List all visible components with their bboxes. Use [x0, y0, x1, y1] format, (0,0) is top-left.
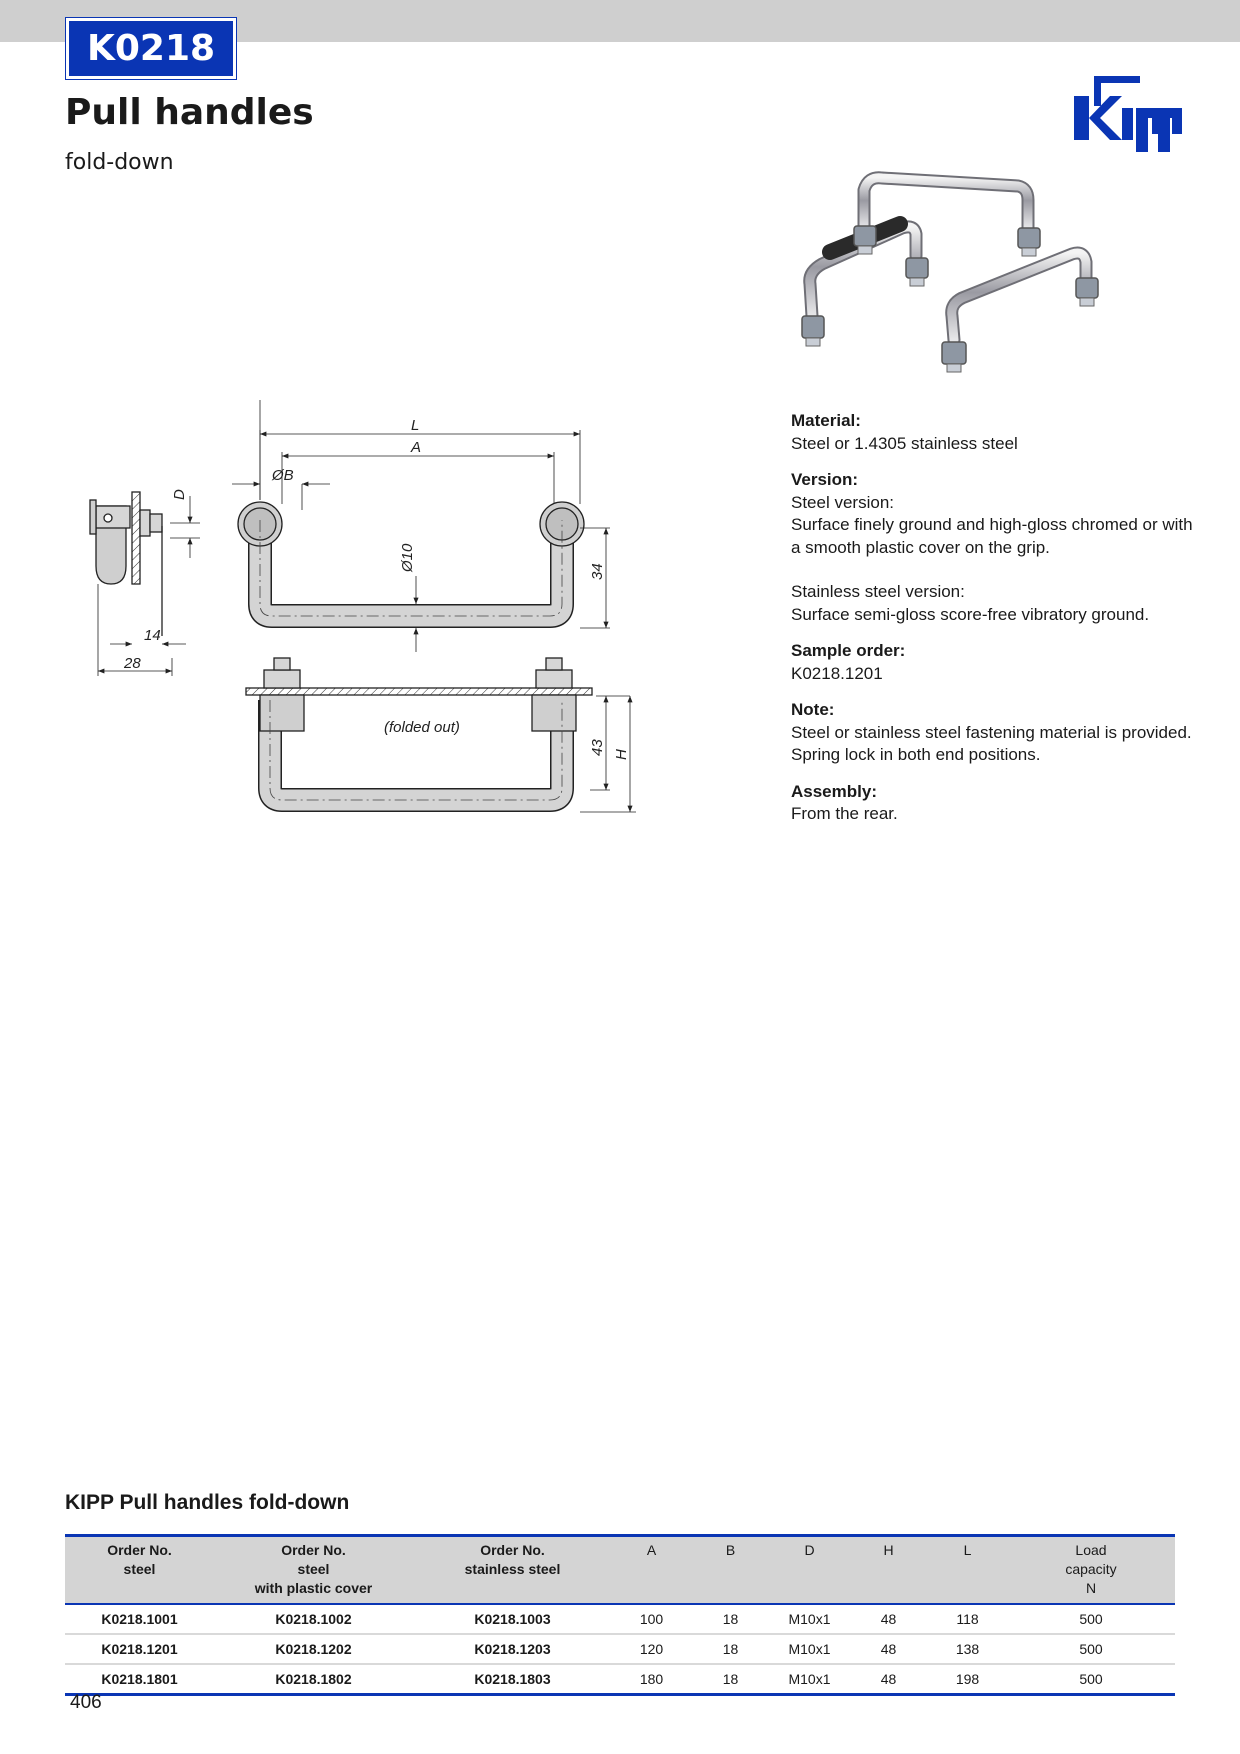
dim-label-l: L [411, 417, 420, 434]
technical-drawing [80, 400, 640, 830]
version-heading: Version: [791, 470, 859, 489]
cell-order-plastic: K0218.1202 [214, 1634, 413, 1664]
material-text: Steel or 1.4305 stainless steel [791, 433, 1018, 453]
specifications [791, 410, 1201, 840]
cell-order-steel: K0218.1201 [65, 1634, 214, 1664]
col-header-b: B [691, 1536, 770, 1605]
cell-h: 48 [849, 1604, 928, 1634]
cell-order-plastic: K0218.1802 [214, 1664, 413, 1695]
col-header-l: L [928, 1536, 1007, 1605]
stainless-version-title: Stainless steel version: [791, 582, 965, 601]
dim-label-d10: Ø10 [399, 543, 416, 572]
note-heading: Note: [791, 700, 835, 719]
dim-label-d: D [171, 489, 188, 500]
cell-order-plastic: K0218.1002 [214, 1604, 413, 1634]
table-row [65, 1664, 1175, 1695]
dim-label-b: ØB [272, 467, 294, 484]
note-text: Steel or stainless steel fastening material is provided. [791, 722, 1192, 742]
cell-l: 138 [928, 1634, 1007, 1664]
cell-b: 18 [691, 1604, 770, 1634]
table-row [65, 1604, 1175, 1634]
assembly-heading: Assembly: [791, 781, 877, 801]
cell-order-steel: K0218.1001 [65, 1604, 214, 1634]
kipp-logo [1072, 74, 1184, 160]
note-text: Spring lock in both end positions. [791, 745, 1041, 764]
dim-label-a: A [411, 439, 422, 456]
page-subtitle: fold-down [65, 150, 174, 175]
cell-load: 500 [1007, 1634, 1175, 1664]
material-heading: Material: [791, 411, 861, 430]
cell-order-stainless: K0218.1003 [413, 1604, 612, 1634]
dim-label-h: H [613, 749, 630, 760]
folded-out-label: (folded out) [384, 719, 460, 736]
col-header-load: Load capacity N [1007, 1536, 1175, 1605]
dim-label-28: 28 [124, 655, 141, 672]
stainless-version-text: Surface semi-gloss score-free vibratory ground. [791, 604, 1150, 624]
dim-label-34: 34 [589, 563, 606, 580]
cell-b: 18 [691, 1634, 770, 1664]
product-code: K0218 [86, 28, 216, 69]
col-header-order-steel: Order No. steel [65, 1536, 214, 1605]
cell-a: 120 [612, 1634, 691, 1664]
cell-load: 500 [1007, 1664, 1175, 1695]
product-code-badge [66, 18, 236, 79]
cell-l: 198 [928, 1664, 1007, 1695]
cell-d: M10x1 [770, 1604, 849, 1634]
cell-order-steel: K0218.1801 [65, 1664, 214, 1695]
col-header-d: D [770, 1536, 849, 1605]
sample-order-text: K0218.1201 [791, 663, 883, 683]
table-title: KIPP Pull handles fold-down [65, 1491, 350, 1514]
cell-order-stainless: K0218.1203 [413, 1634, 612, 1664]
cell-h: 48 [849, 1634, 928, 1664]
col-header-order-stainless: Order No. stainless steel [413, 1536, 612, 1605]
note-section [791, 699, 1201, 767]
table-row [65, 1634, 1175, 1664]
sample-order-section [791, 640, 1201, 685]
col-header-h: H [849, 1536, 928, 1605]
cell-l: 118 [928, 1604, 1007, 1634]
table-header-row [65, 1536, 1175, 1605]
cell-order-stainless: K0218.1803 [413, 1664, 612, 1695]
version-section [791, 469, 1201, 626]
material-section [791, 410, 1201, 455]
cell-d: M10x1 [770, 1634, 849, 1664]
steel-version-text: Surface finely ground and high-gloss chromed or with [791, 515, 1193, 534]
cell-a: 100 [612, 1604, 691, 1634]
assembly-section [791, 781, 1201, 826]
sample-order-heading: Sample order: [791, 641, 906, 660]
col-header-a: A [612, 1536, 691, 1605]
cell-d: M10x1 [770, 1664, 849, 1695]
order-table [65, 1534, 1175, 1696]
assembly-text: From the rear. [791, 804, 898, 823]
dim-label-43: 43 [589, 739, 606, 756]
cell-h: 48 [849, 1664, 928, 1695]
col-header-order-plastic: Order No. steel with plastic cover [214, 1536, 413, 1605]
steel-version-title: Steel version: [791, 492, 894, 512]
cell-b: 18 [691, 1664, 770, 1695]
page-number: 406 [70, 1692, 102, 1713]
page-title: Pull handles [65, 92, 314, 133]
steel-version-text: a smooth plastic cover on the grip. [791, 537, 1050, 557]
cell-a: 180 [612, 1664, 691, 1695]
dim-label-14: 14 [144, 627, 161, 644]
product-photo [782, 166, 1162, 386]
cell-load: 500 [1007, 1604, 1175, 1634]
